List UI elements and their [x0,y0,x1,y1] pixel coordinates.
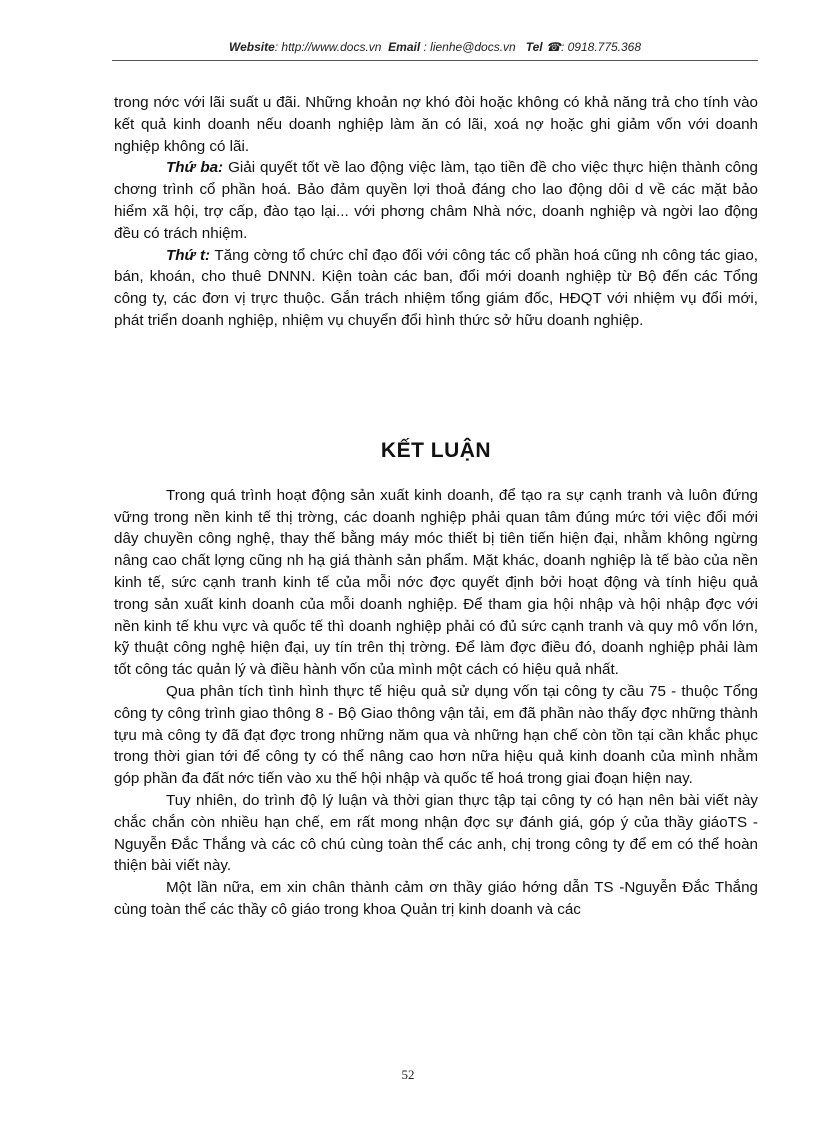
paragraph-text: Tăng cờng tổ chức chỉ đạo đối với công tác cổ phần hoá cũng nh công tác giao, bán, khoán, cho thuê DNNN. Kiện toàn các ban, đổi mới doanh nghiệp từ Bộ đến các Tổng công ty, các đơn vị trực thuộc. Gắn trách nhiệm tổng giám đốc, HĐQT với nhiệm vụ đổi mới, phát triển doanh nghiệp, nhiệm vụ chuyển đổi hình thức sở hữu doanh nghiệp. [114,246,758,329]
paragraph-text: Giải quyết tốt về lao động việc làm, tạo tiền đề cho việc thực hiện thành công chơng trình cổ phần hoá. Bảo đảm quyền lợi thoả đáng cho lao động dôi d về các mặt bảo hiểm xã hội, trợ cấp, đào tạo lại... với phơng châm Nhà nớc, doanh nghiệp và ngời lao động đều có trách nhiệm. [114,159,758,242]
paragraph-continuation [114,92,758,157]
email-label: Email [388,40,421,54]
page-header [112,40,758,54]
paragraph-third-point [114,157,758,244]
email-value: : lienhe@docs.vn [420,40,516,54]
document-body [114,92,758,921]
tel-label: Tel [525,40,543,54]
paragraph-text: trong nớc với lãi suất u đãi. Những khoản nợ khó đòi hoặc không có khả năng trả cho tính vào kết quả kinh doanh nếu doanh nghiệp làm ăn có lãi, xoá nợ hoặc ghi giảm vốn với doanh nghiệp không có lãi. [114,94,758,155]
conclusion-paragraph: Qua phân tích tình hình thực tế hiệu quả sử dụng vốn tại công ty cầu 75 - thuộc Tổng công ty công trình giao thông 8 - Bộ Giao thông vận tải, em đã phần nào thấy đợc những thành tựu mà công ty đã đạt đợc trong những năm qua và những hạn chế còn tồn tại cần khắc phục trong thời gian tới để công ty có thể nâng cao hơn nữa hiệu quả kinh doanh của mình nhằm góp phần đa đất nớc tiến vào xu thế hội nhập và quốc tế hoá trong giai đoạn hiện nay. [114,682,758,788]
section-title: KẾT LUẬN [380,438,492,462]
paragraph-fourth-point [114,245,758,332]
conclusion-paragraph: Một lần nữa, em xin chân thành cảm ơn thầy giáo hớng dẫn TS -Nguyễn Đắc Thắng cùng toàn thể các thầy cô giáo trong khoa Quản trị kinh doanh và các [114,879,758,918]
website-label: Website [228,40,275,54]
tel-value: : 0918.775.368 [560,40,642,54]
website-value: : http://www.docs.vn [274,40,382,54]
paragraph-lead: Thứ t: [166,246,211,264]
paragraph-lead: Thứ ba: [166,159,224,177]
conclusion-paragraph: Tuy nhiên, do trình độ lý luận và thời gian thực tập tại công ty có hạn nên bài viết này chắc chắn còn nhiều hạn chế, em rất mong nhận đợc sự đánh giá, góp ý của thầy giáoTS - Nguyễn Đắc Thắng và các cô chú cùng toàn thể các anh, chị trong công ty để em có thể hoàn thiện bài viết này. [114,791,758,875]
page-number: 52 [401,1067,415,1082]
header-divider [112,60,758,61]
conclusion-paragraph: Trong quá trình hoạt động sản xuất kinh doanh, để tạo ra sự cạnh tranh và luôn đứng vững trong nền kinh tế thị trờng, các doanh nghiệp phải quan tâm đúng mức tới việc đổi mới dây chuyền công nghệ, thay thế bằng máy móc thiết bị tiên tiến hiện đại, nhằm không ngừng nâng cao chất lợng cũng nh hạ giá thành sản phẩm. Mặt khác, doanh nghiệp là tế bào của nền kinh tế, sức cạnh tranh kinh tế của mỗi nớc đợc quyết định bởi hoạt động và tính hiệu quả trong sản xuất kinh doanh của mỗi doanh nghiệp. Để tham gia hội nhập và hội nhập đợc với nền kinh tế khu vực và quốc tế thì doanh nghiệp phải có đủ sức cạnh tranh và quy mô vốn lớn, kỹ thuật công nghệ hiện đại, uy tín trên thị trờng. Để làm đợc điều đó, doanh nghiệp phải làm tốt công tác quản lý và điều hành vốn của mình một cách có hiệu quả nhất. [114,486,758,679]
phone-icon: ☎ [546,40,561,54]
